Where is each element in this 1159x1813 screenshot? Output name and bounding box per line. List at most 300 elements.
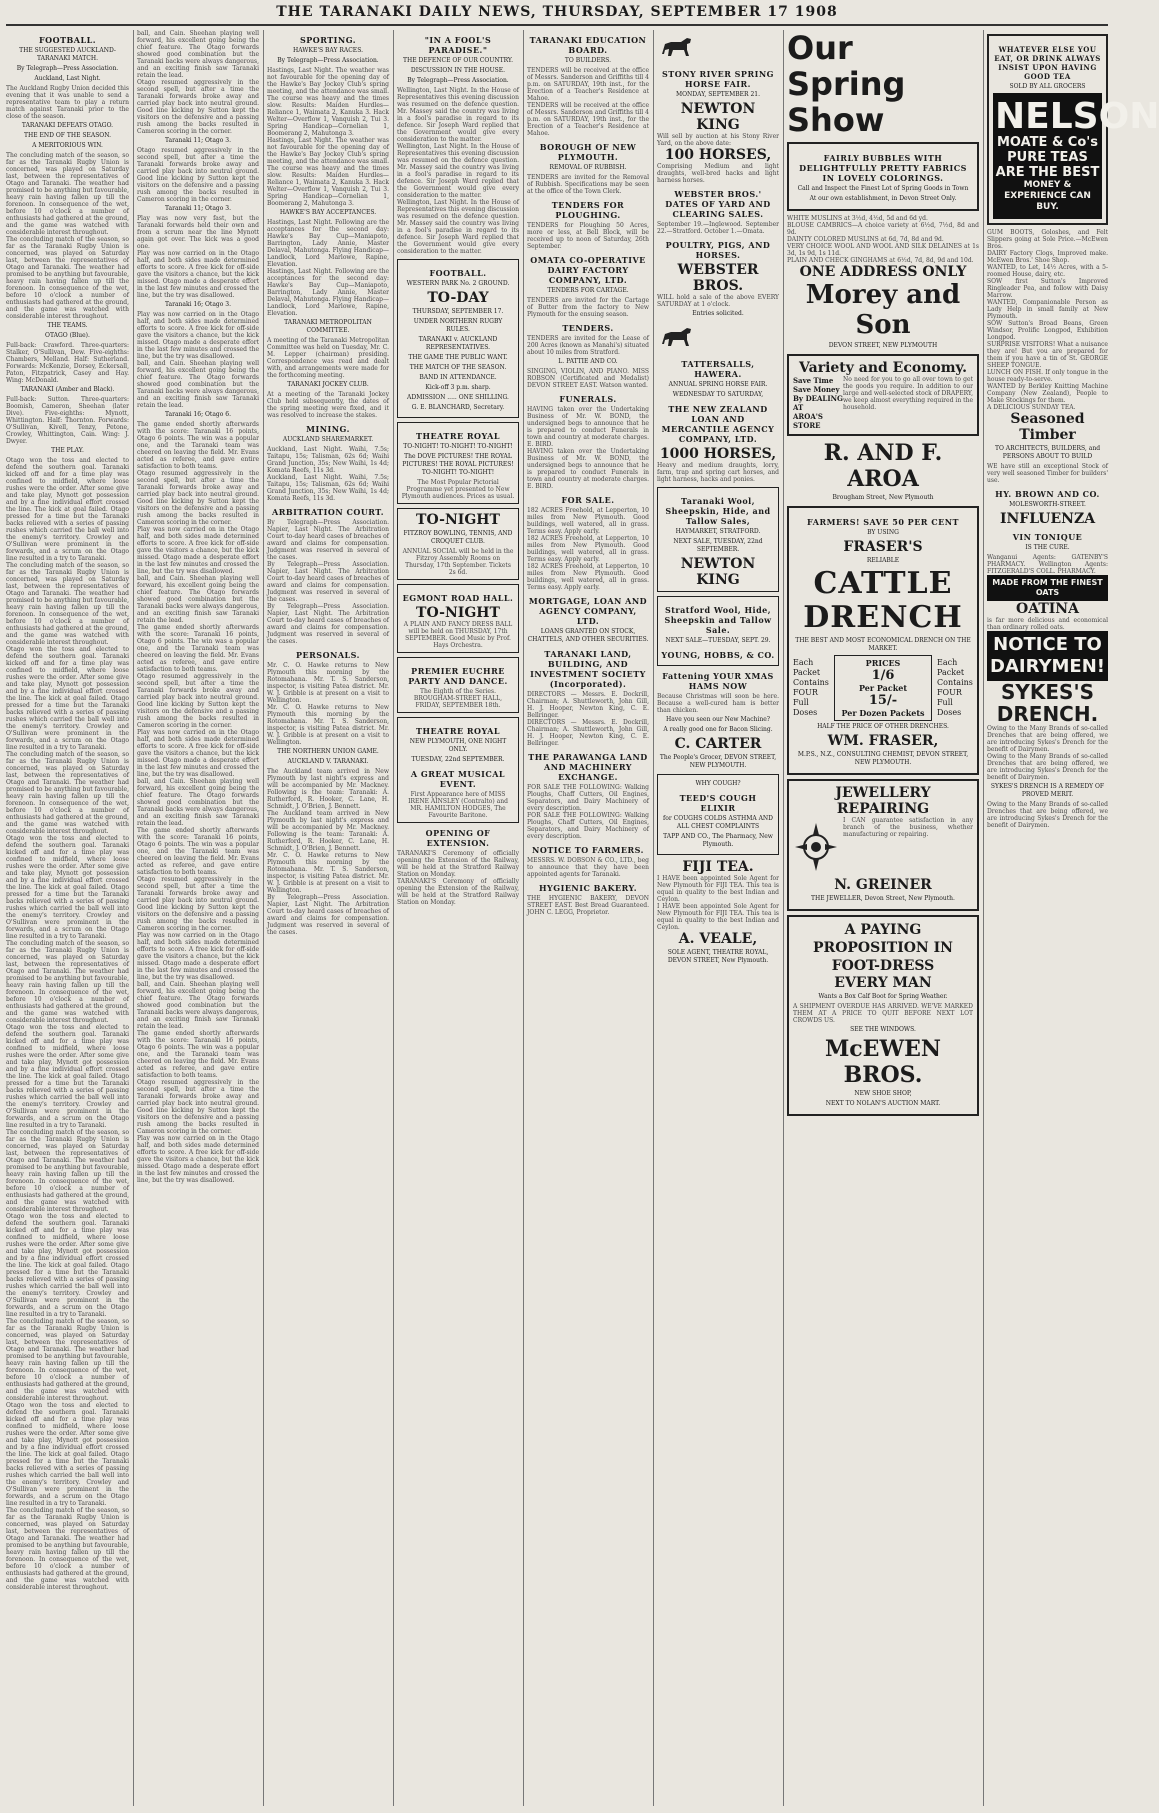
advert-line: LOANS GRANTED ON STOCK, CHATTELS, AND OTHER SECURITIES. <box>527 628 649 643</box>
advert-line: MONDAY, SEPTEMBER 21. <box>675 91 761 98</box>
column-divider <box>263 30 264 1806</box>
advert-line: NEW SHOE SHOP, <box>854 1090 912 1097</box>
cattle-drench-title: CATTLE DRENCH <box>803 566 963 635</box>
article-subheading: HAWKE'S BAY ACCEPTANCES. <box>279 209 377 216</box>
article-text: The game ended shortly afterwards with the score: Taranaki 16 points, Otago 6 points. The win was a popular one, and the Taranaki team was cheered on leaving the field. Mr. Evans acted as referee, and gave entire satisfaction to both teams. <box>137 421 259 470</box>
advert-big: JEWELLERY REPAIRING <box>835 785 931 817</box>
advert-big: EVERY MAN <box>834 975 932 991</box>
article-text: At a meeting of the Taranaki Jockey Club held subsequently, the dates of the spring meeting were fixed, and it was resolved to increase the stakes. <box>267 391 389 419</box>
advert-big: NEWTON KING <box>680 101 756 133</box>
advert-line: BY USING <box>867 529 899 536</box>
advert-line: NEXT TO NOLAN'S AUCTION MART. <box>825 1100 941 1107</box>
advert-text: is far more delicious and economical than ordinary rolled oats. <box>987 617 1108 631</box>
article-text: Otago won the toss and elected to defend the southern goal. Taranaki kicked off and for a time play was confined to midfield, where loose rushes were the order. After some give and take play, Mynott got possession and by a fine individual effort crossed the line. The kick at goal failed. Otago pressed for a time but the Taranaki backs relieved with a series of passing rushes which carried the ball well into the enemy's territory. Crowley and O'Sullivan were prominent in the forwards, and a scrum on the Otago line resulted in a try to Taranaki. <box>6 1024 129 1129</box>
advert-big: A PAYING PROPOSITION IN FOOT-DRESS <box>813 922 953 974</box>
article-subheading: THE SUGGESTED AUCKLAND-TARANAKI MATCH. <box>19 47 116 62</box>
advert-text: A SHIPMENT OVERDUE HAS ARRIVED. WE'VE MARKED THEM AT A PRICE TO QUIT BEFORE NEXT LOT CROWDS US. <box>793 1003 973 1024</box>
article-text: The concluding match of the season, so far as the Taranaki Rugby Union is concerned, was played on Saturday last, between the representatives of Otago and Taranaki. The weather had promised to be anything but favourable, heavy rain having fallen up till the forenoon. In consequence of the wet, before 10 o'clock a number of enthusiasts had gathered at the ground, and the game was watched with considerable interest throughout. <box>6 152 129 236</box>
article-text: The concluding match of the season, so far as the Taranaki Rugby Union is concerned, was played on Saturday last, between the representatives of Otago and Taranaki. The weather had promised to be anything but favourable, heavy rain having fallen up till the forenoon. In consequence of the wet, before 10 o'clock a number of enthusiasts had gathered at the ground, and the game was watched with considerable interest throughout. <box>6 1318 129 1402</box>
advert-text: Owing to the Many Brands of so-called Drenches that are being offered, we are introducing Sykes's Drench for the benefit of Dairymen. <box>987 725 1108 753</box>
advert-heading: THE NEW ZEALAND LOAN AND MERCANTILE AGENCY COMPANY, LTD. <box>661 404 775 444</box>
advert-text: September 19.—Inglewood. September 22.—Stratford. October 1.—Omata. <box>657 221 779 235</box>
spring-show-line2: Spring <box>787 65 906 103</box>
advert-text: Wanganui Agents: GATENBY'S PHARMACY. Wellington Agents: FITZGERALD'S COLL. PHARMACY. <box>987 554 1108 575</box>
horse-icon <box>657 32 697 60</box>
column-divider <box>393 30 394 1806</box>
aroa-body <box>793 376 973 430</box>
article-text: By Telegraph—Press Association. Napier, Last Night. The Arbitration Court to-day heard cases of breaches of award and claims for compensation. Judgment was reserved in several of the cases. <box>267 561 389 603</box>
advert-line: SOLE AGENT, THEATRE ROYAL, DEVON STREET, New Plymouth. <box>667 949 769 964</box>
advert-text: TENDERS will be received at the office of Messrs. Sanderson and Griffiths till 4 p.m. on SATURDAY, 19th inst., for the Erection of a Teacher's Residence at Mahoe. <box>527 102 649 137</box>
price-packet-label: Per Packet <box>858 683 908 693</box>
advert-line: TO ARCHITECTS, BUILDERS, and PERSONS ABOUT TO BUILD <box>994 445 1101 460</box>
article-text: Mr. C. O. Hawke returns to New Plymouth this morning by the Rotomahana. Mr. T. S. Sanderson, inspector, is visiting Patea district. Mr. W. J. Gribble is at present on a visit to Wellington. <box>267 852 389 894</box>
advert-text: 182 ACRES Freehold, at Lepperton, 10 miles from New Plymouth. Good buildings, well watered, all in grass. Terms easy. Apply early. <box>527 535 649 563</box>
advert-big: 1000 HORSES, <box>659 446 777 462</box>
advert-heading: WEBSTER BROS.' DATES OF YARD AND CLEARING SALES. <box>665 189 771 219</box>
article-text: The Auckland Rugby Union decided this evening that it was unable to send a representative team to play a return match against Taranaki prior to the close of the season. <box>6 85 129 120</box>
advert-line: WHY COUGH? <box>695 780 741 787</box>
classified-ad: SOW first Sutton's Improved Ringleader Pea, and follow with Daisy Marrow. <box>987 278 1108 299</box>
advert-heading: TATTERSALLS, HAWERA. <box>681 359 755 379</box>
packet-contents-left: Each Packet Contains FOUR Full Doses <box>793 658 829 717</box>
advert-heading: MORTGAGE, LOAN AND AGENCY COMPANY, LTD. <box>528 596 648 626</box>
masthead: THE TARANAKI DAILY NEWS, THURSDAY, SEPTEMBER 17 1908 <box>276 4 838 20</box>
article-text: The Auckland team arrived in New Plymouth by last night's express and will be accompanied by Mr. Mackney. Following is the team: Taranaki: A. Rutherford, R. Hooker, C. Lane, H. Schmidt, J. O'Brien, J. Bennett. <box>267 768 389 810</box>
advert-text: First Appearance here of MISS IRENE AINSLEY (Contralto) and MR. HAMILTON HODGES, The Favourite Baritone. <box>408 791 508 819</box>
advert-line: TENDERS FOR CARTAGE. <box>547 287 629 294</box>
article-text: Play was now carried on in the Otago half, and both sides made determined efforts to score. A free kick for off-side gave the visitors a chance, but the kick missed. Otago made a desperate effort in the last few minutes and crossed the line, but the try was disallowed. <box>137 250 259 299</box>
advert-big: WEBSTER BROS. <box>677 262 759 294</box>
article-text: ball, and Cain. Sheehan playing well forward, his excellent going being the chief feature. The Otago forwards showed good combination but the Taranaki backs were always dangerous, and an exciting finish saw Taranaki retain the lead. <box>137 575 259 624</box>
moate-name: MOATE & Co's <box>996 135 1099 150</box>
price-list-item: BLOUSE CAMBRICS—A choice variety at 6½d, 7½d, 8d and 9d. <box>787 222 979 236</box>
score-line: Taranaki 11; Otago 3. <box>164 137 232 144</box>
article-text: By Telegraph—Press Association. Napier, Last Night. The Arbitration Court to-day heard cases of breaches of award and claims for compensation. Judgment was reserved in several of the cases. <box>267 603 389 645</box>
article-subheading: TARANAKI JOCKEY CLUB. <box>287 381 369 388</box>
article-text: Full-back: Crawford. Three-quarters: Stalker, O'Sullivan, Dew. Five-eighths: Chambers, Melland. Half: Sutherland. Forwards: McKenzie, Dorsey, Eckersall, Paton, Fitzpatrick, Casey and Hay. Wing: McDonald. <box>6 342 129 384</box>
advert-text: The Eighth of the Series. BROUGHAM-STREET HALL, FRIDAY, SEPTEMBER 18th. <box>413 688 503 709</box>
advert-heading: FOOTBALL. <box>429 268 487 278</box>
stratford-sale-advert <box>657 596 779 666</box>
advert-line: ANNUAL SPRING HORSE FAIR. <box>668 381 768 388</box>
advert-heading: THEATRE ROYAL <box>415 726 500 736</box>
advert-line: L. PATTIE AND CO. <box>558 358 618 365</box>
aroa-advert <box>787 354 979 436</box>
advert-line: NEXT SALE, TUESDAY, 22nd SEPTEMBER. <box>673 538 763 553</box>
are-the-best: ARE THE BEST <box>995 165 1100 180</box>
advert-text: Comprising Medium and light draughts, well-bred hacks and light harness horses. <box>657 163 779 184</box>
article-text: Auckland, Last Night. Waihi, 7.5s; Taitapu, 15s; Talisman, 62s 6d; Waihi Grand Junction, 35s; New Waihi, 1s 4d; Komata Reefs, 11s 3d. <box>267 474 389 502</box>
column-divider <box>133 30 134 1806</box>
morey-and-son-logo: Morey and Son <box>805 280 961 340</box>
dateline: By Telegraph—Press Association. <box>277 57 379 64</box>
dateline: By Telegraph—Press Association. <box>16 65 119 72</box>
tea-advert <box>987 34 1159 225</box>
aroa-name: R. AND F. AROA <box>823 440 943 492</box>
jewellery-body <box>793 817 973 877</box>
advert-line: At our own establishment, in Devon Street Only. <box>809 195 957 202</box>
packet-contents-right: Each Packet Contains FOUR Full Doses <box>937 658 973 717</box>
dealing-at: By DEALING AT <box>793 394 843 412</box>
article-subheading: THE PLAY. <box>51 447 84 454</box>
advert-line: M.P.S., N.Z., CONSULTING CHEMIST, DEVON STREET, NEW PLYMOUTH. <box>797 751 969 766</box>
article-text: Auckland, Last Night. Waihi, 7.5s; Taitapu, 15s; Talisman, 62s 6d; Waihi Grand Junction, 35s; New Waihi, 1s 4d; Komata Reefs, 11s 3d. <box>267 446 389 474</box>
article-text: Otago resumed aggressively in the second spell, but after a time the Taranaki forwards broke away and carried play back into neutral ground. Good line kicking by Sutton kept the visitors on the defensive and a passing rush among the backs resulted in Cameron scoring in the corner. <box>137 470 259 526</box>
oatina-name: OATINA <box>1016 601 1079 617</box>
column-football <box>6 30 129 1806</box>
ball-advert <box>397 584 519 653</box>
advert-text: WE have still an exceptional Stock of very well seasoned Timber for builders' use. <box>987 463 1108 484</box>
article-subheading: AUCKLAND SHAREMARKET. <box>282 436 374 443</box>
article-text: ball, and Cain. Sheehan playing well forward, his excellent going being the chief feature. The Otago forwards showed good combination but the Taranaki backs were always dangerous, and an exciting finish saw Taranaki retain the lead. <box>137 981 259 1030</box>
advert-line: Wants a Box Calf Boot for Spring Weather. <box>818 993 948 1000</box>
advert-heading: TARANAKI EDUCATION BOARD. <box>529 35 647 55</box>
advert-text: FOR SALE THE FOLLOWING: Walking Ploughs, Chaff Cutters, Oil Engines, Separators, and Dairy Machinery of every description. <box>527 812 649 840</box>
article-text: The game ended shortly afterwards with the score: Taranaki 16 points, Otago 6 points. The win was a popular one, and the Taranaki team was cheered on leaving the field. Mr. Evans acted as referee, and gave entire satisfaction to both teams. <box>137 624 259 673</box>
section-heading: "IN A FOOL'S PARADISE." <box>424 35 492 55</box>
advert-heading: TENDERS FOR PLOUGHING. <box>551 200 625 220</box>
advert-heading: HY. BROWN AND CO. <box>995 489 1100 499</box>
advert-big: TO-DAY <box>427 290 489 306</box>
article-text: Play was now very fast, but the Taranaki forwards held their own and from a scrum near the line Mynott again got over. The kick was a good one. <box>137 215 259 250</box>
article-text: By Telegraph—Press Association. Napier, Last Night. The Arbitration Court to-day heard cases of breaches of award and claims for compensation. Judgment was reserved in several of the cases. <box>267 519 389 561</box>
article-text: A meeting of the Taranaki Metropolitan Committee was held on Tuesday, Mr. C. M. Lepper (chairman) presiding. Correspondence was read and dealt with, and arrangements were made for the forthcoming meeting. <box>267 337 389 379</box>
advert-line: Brougham Street, New Plymouth <box>832 494 934 501</box>
dairymen-notice: NOTICE TO DAIRYMEN! <box>987 631 1108 681</box>
advert-line: FITZROY BOWLING, TENNIS, AND CROQUET CLUB. <box>403 530 513 545</box>
advert-text: Owing to the Many Brands of so-called Drenches that are being offered, we are introducing Sykes's Drench for the benefit of Dairymen. <box>987 801 1108 829</box>
oatina-banner: MADE FROM THE FINEST OATS <box>987 575 1108 601</box>
spring-show-line3: Show <box>787 101 885 139</box>
article-text: Wellington, Last Night. In the House of Representatives this evening discussion was resumed on the defence question. Mr. Massey said the country was living in a fool's paradise in regard to its defence. Sir Joseph Ward replied that the Government would give every consideration to the matter. <box>397 199 519 255</box>
advert-line: TARANAKI v. AUCKLAND REPRESENTATIVES. <box>418 336 498 351</box>
advert-heading: HYGIENIC BAKERY. <box>538 883 638 893</box>
advert-big: FRASER'S <box>843 539 923 555</box>
advert-big: WM. FRASER, <box>827 733 939 749</box>
aroa-store: AROA'S STORE <box>793 412 823 430</box>
advert-text: Owing to the Many Brands of so-called Drenches that are being offered, we are introducing Sykes's Drench for the benefit of Dairymen. <box>987 753 1108 781</box>
advert-big: 100 HORSES, <box>664 147 772 163</box>
advert-line: Entries solicited. <box>692 310 744 317</box>
advert-big: A. VEALE, <box>678 931 758 947</box>
advert-line: WEDNESDAY TO SATURDAY, <box>672 391 764 398</box>
article-text: Play was now carried on in the Otago half, and both sides made determined efforts to score. A free kick for off-side gave the visitors a chance, but the kick missed. Otago made a desperate effort in the last few minutes and crossed the line, but the try was disallowed. <box>137 1135 259 1184</box>
article-text: Otago resumed aggressively in the second spell, but after a time the Taranaki forwards broke away and carried play back into neutral ground. Good line kicking by Sutton kept the visitors on the defensive and a passing rush among the backs resulted in Cameron scoring in the corner. <box>137 673 259 729</box>
advert-line: TO-NIGHT! TO-NIGHT! TO-NIGHT! <box>403 443 513 450</box>
advert-text: A PLAIN AND FANCY DRESS BALL will be held on THURSDAY, 17th SEPTEMBER. Good Music by Prof. Hays Orchestra. <box>403 621 513 649</box>
advert-line: UNDER NORTHERN RUGBY RULES. <box>413 318 503 333</box>
advert-heading: FARMERS! SAVE 50 PER CENT <box>807 517 959 527</box>
advert-text: I HAVE been appointed Sole Agent for New Plymouth for FIJI TEA. This tea is equal in quality to the best Indian and Ceylon. <box>657 903 779 931</box>
advert-heading: BOROUGH OF NEW PLYMOUTH. <box>539 142 637 162</box>
advert-heading: YOUNG, HOBBS, & CO. <box>661 650 775 660</box>
advert-big: TO-NIGHT <box>416 512 500 528</box>
advert-text: THE HYGIENIC BAKERY, DEVON STREET EAST. Best Bread Guaranteed. JOHN C. LEGG, Proprietor. <box>527 895 649 916</box>
aroa-save-block <box>793 376 843 430</box>
advert-line: HALF THE PRICE OF OTHER DRENCHES. <box>817 723 949 730</box>
save-time: Save Time <box>793 376 834 385</box>
advert-line: The DOVE PICTURES! THE ROYAL PICTURES! THE ROYAL PICTURES! TO-NIGHT! TO-NIGHT! <box>402 453 514 476</box>
dateline: By Telegraph—Press Association. <box>407 77 509 84</box>
advert-big: FIJI TEA. <box>682 859 754 875</box>
advert-line: IS THE CURE. <box>1025 544 1070 551</box>
money-experience: MONEY & EXPERIENCE CAN BUY. <box>1004 180 1091 212</box>
jewellery-advert <box>787 779 979 911</box>
article-text: The game ended shortly afterwards with the score: Taranaki 16 points, Otago 6 points. The win was a popular one, and the Taranaki team was cheered on leaving the field. Mr. Evans acted as referee, and gave entire satisfaction to both teams. <box>137 827 259 876</box>
advert-heading: NOTICE TO FARMERS. <box>532 845 644 855</box>
advert-line: REMOVAL OF RUBBISH. <box>549 164 627 171</box>
advert-heading: EGMONT ROAD HALL. <box>402 593 514 603</box>
classified-ad: WANTED by Berkley Knitting Machine Company (New Zealand), People to Make Stockings for them. <box>987 383 1108 404</box>
column-tea-and-classifieds <box>987 30 1159 1806</box>
cough-elixir-advert <box>657 774 779 855</box>
advert-heading: TARANAKI LAND, BUILDING, AND INVESTMENT SOCIETY (Incorporated). <box>530 649 646 689</box>
article-text: Otago resumed aggressively in the second spell, but after a time the Taranaki forwards broke away and carried play back into neutral ground. Good line kicking by Sutton kept the visitors on the defensive and a passing rush among the backs resulted in Cameron scoring in the corner. <box>137 1079 259 1135</box>
advert-heading: WHATEVER ELSE YOU EAT, OR DRINK ALWAYS INSIST UPON HAVING GOOD TEA <box>994 45 1101 81</box>
advert-text: Will sell by auction at his Stony River Yard, on the above date: <box>657 133 779 147</box>
advert-line: DEVON STREET, NEW PLYMOUTH <box>828 342 938 349</box>
advert-heading: THEATRE ROYAL <box>415 431 500 441</box>
article-text: The concluding match of the season, so far as the Taranaki Rugby Union is concerned, was played on Saturday last, between the representatives of Otago and Taranaki. The weather had promised to be anything but favourable, heavy rain having fallen up till the forenoon. In consequence of the wet, before 10 o'clock a number of enthusiasts had gathered at the ground, and the game was watched with considerable interest throughout. <box>6 1129 129 1213</box>
section-heading: PERSONALS. <box>296 650 360 660</box>
article-text: The game ended shortly afterwards with the score: Taranaki 16 points, Otago 6 points. The win was a popular one, and the Taranaki team was cheered on leaving the field. Mr. Evans acted as referee, and gave entire satisfaction to both teams. <box>137 1030 259 1079</box>
classified-ad: A DELICIOUS SUNDAY TEA. <box>987 404 1076 411</box>
article-subheading: TARANAKI METROPOLITAN COMMITTEE. <box>284 319 372 334</box>
article-text: Otago won the toss and elected to defend the southern goal. Taranaki kicked off and for a time play was confined to midfield, where loose rushes were the order. After some give and take play, Mynott got possession and by a fine individual effort crossed the line. The kick at goal failed. Otago pressed for a time but the Taranaki backs relieved with a series of passing rushes which carried the ball well into the enemy's territory. Crowley and O'Sullivan were prominent in the forwards, and a scrum on the Otago line resulted in a try to Taranaki. <box>6 646 129 751</box>
column-tenders <box>527 30 649 1806</box>
advert-text: SINGING, VIOLIN, AND PIANO. MISS ROBSON (Certificated and Medalist) DEVON STREET EAST. Watson wanted. <box>527 368 649 389</box>
article-text: The concluding match of the season, so far as the Taranaki Rugby Union is concerned, was played on Saturday last, between the representatives of Otago and Taranaki. The weather had promised to be anything but favourable, heavy rain having fallen up till the forenoon. In consequence of the wet, before 10 o'clock a number of enthusiasts had gathered at the ground, and the game was watched with considerable interest throughout. <box>6 562 129 646</box>
advert-heading: FUNERALS. <box>559 394 617 404</box>
article-text: Otago resumed aggressively in the second spell, but after a time the Taranaki forwards broke away and carried play back into neutral ground. Good line kicking by Sutton kept the visitors on the defensive and a passing rush among the backs resulted in Cameron scoring in the corner. <box>137 79 259 135</box>
article-subheading: TARANAKI DEFEATS OTAGO. <box>21 122 114 129</box>
advert-heading: THE PARAWANGA LAND AND MACHINERY EXCHANGE. <box>528 752 648 782</box>
price-dozen-label: Per Dozen Packets <box>841 708 925 718</box>
theatre-advert <box>397 422 519 504</box>
article-text: Mr. C. O. Hawke returns to New Plymouth this morning by the Rotomahana. Mr. T. S. Sanderson, inspector, is visiting Patea district. Mr. W. J. Gribble is at present on a visit to Wellington. <box>267 704 389 746</box>
classified-ad: WANTED, Companionable Person as Lady Help in small family at New Plymouth. <box>987 299 1108 320</box>
article-subheading: THE END OF THE SEASON. <box>23 132 111 139</box>
score-line: Taranaki 16; Otago 6. <box>164 411 232 418</box>
advert-text: TENDERS will be received at the office of Messrs. Sanderson and Griffiths till 4 p.m. on SATURDAY, 19th inst., for the Erection of a Teacher's Residence at Mahoe. <box>527 67 649 102</box>
advert-heading: VIN TONIQUE <box>1012 532 1083 542</box>
article-subheading: AUCKLAND V. TARANAKI. <box>287 758 369 765</box>
advert-line: RELIABLE <box>866 557 900 564</box>
column-defence-and-ads <box>397 30 519 1806</box>
advert-line: SOLD BY ALL GROCERS <box>1009 83 1086 90</box>
article-subheading: A MERITORIOUS WIN. <box>32 142 103 149</box>
article-subheading: TARANAKI (Amber and Black). <box>20 386 115 393</box>
article-subheading: THE NORTHERN UNION GAME. <box>277 748 379 755</box>
wool-sales-advert <box>657 487 779 592</box>
advert-text: DIRECTORS — Messrs. E. Dockrill, Chairman; A. Shuttleworth, John Gill, H. J. Hooper, Newton King, C. E. Bellringer. <box>527 719 649 747</box>
article-text: Otago resumed aggressively in the second spell, but after a time the Taranaki forwards broke away and carried play back into neutral ground. Good line kicking by Sutton kept the visitors on the defensive and a passing rush among the backs resulted in Cameron scoring in the corner. <box>137 147 259 203</box>
brooch-icon <box>793 817 839 877</box>
price-list-item: WHITE MUSLINS at 3½d, 4½d, 5d and 6d yd. <box>787 215 928 222</box>
advert-heading: PREMIER EUCHRE PARTY AND DANCE. <box>408 666 508 686</box>
article-text: Play was now carried on in the Otago half, and both sides made determined efforts to score. A free kick for off-side gave the visitors a chance, but the kick missed. Otago made a desperate effort in the last few minutes and crossed the line, but the try was disallowed. <box>137 932 259 981</box>
advert-line: MOLESWORTH-STREET. <box>1009 501 1086 508</box>
advert-text: TARANAKI'S Ceremony of officially opening the Extension of the Railway, will be held at the Stratford Railway Station on Monday. <box>397 850 519 878</box>
price-box <box>834 655 931 721</box>
advert-big: C. CARTER <box>674 736 762 752</box>
advert-line: THE JEWELLER, Devon Street, New Plymouth. <box>811 895 955 902</box>
advert-text: Heavy and medium draughts, lorry, farm, trap and spring cart horses, and light harness, hacks and ponies. <box>657 462 779 483</box>
article-text: ball, and Cain. Sheehan playing well forward, his excellent going being the chief feature. The Otago forwards showed good combination but the Taranaki backs were always dangerous, and an exciting finish saw Taranaki retain the lead. <box>137 778 259 827</box>
article-text: Play was now carried on in the Otago half, and both sides made determined efforts to score. A free kick for off-side gave the visitors a chance, but the kick missed. Otago made a desperate effort in the last few minutes and crossed the line, but the try was disallowed. <box>137 526 259 575</box>
pure-teas: PURE TEAS <box>1007 150 1088 165</box>
advert-text: 182 ACRES Freehold, at Lepperton, 10 miles from New Plymouth. Good buildings, well watered, all in grass. Terms easy. Apply early. <box>527 507 649 535</box>
classified-ad: GUM BOOTS, Goloshes, and Felt Slippers going at Sole Price.—McEwen Bros. <box>987 229 1108 250</box>
article-subheading: OTAGO (Blue). <box>45 332 90 339</box>
advert-heading: STONY RIVER SPRING HORSE FAIR. <box>662 69 774 89</box>
advert-line: TUESDAY, 22nd SEPTEMBER. <box>411 756 505 763</box>
classified-ad: SOW Sutton's Broad Beans, Green Windsor, Prolific Longpod, Exhibition Longpod. <box>987 320 1108 341</box>
article-text: Full-back: Sutton. Three-quarters: Boomish, Cameron, Sheehan (later Dive). Five-eighths: Mynott, Whittington. Half: Thornton. Forwards: O'Sullivan, Kivell, Tenzy, Petone, Crowley, Whittington, Cain. Wing: J. Dwyer. <box>6 396 129 445</box>
social-advert <box>397 508 519 580</box>
advert-text: TENDERS are invited for the Cartage of Butter from the factory to New Plymouth for the ensuing season. <box>527 297 649 318</box>
article-text: The concluding match of the season, so far as the Taranaki Rugby Union is concerned, was played on Saturday last, between the representatives of Otago and Taranaki. The weather had promised to be anything but favourable, heavy rain having fallen up till the forenoon. In consequence of the wet, before 10 o'clock a number of enthusiasts had gathered at the ground, and the game was watched with considerable interest throughout. <box>6 236 129 320</box>
advert-line: A really good one for Bacon Slicing. <box>663 726 773 733</box>
article-text: Otago won the toss and elected to defend the southern goal. Taranaki kicked off and for a time play was confined to midfield, where loose rushes were the order. After some give and take play, Mynott got possession and by a fine individual effort crossed the line. The kick at goal failed. Otago pressed for a time but the Taranaki backs relieved with a series of passing rushes which carried the ball well into the enemy's territory. Crowley and O'Sullivan were prominent in the forwards, and a scrum on the Otago line resulted in a try to Taranaki. <box>6 1213 129 1318</box>
article-text: ball, and Cain. Sheehan playing well forward, his excellent going being the chief feature. The Otago forwards showed good combination but the Taranaki backs were always dangerous, and an exciting finish saw Taranaki retain the lead. <box>137 30 259 79</box>
advert-big: NEWTON KING <box>680 556 756 588</box>
article-text: Play was now carried on in the Otago half, and both sides made determined efforts to score. A free kick for off-side gave the visitors a chance, but the kick missed. Otago made a desperate effort in the last few minutes and crossed the line, but the try was disallowed. <box>137 311 259 360</box>
football-advert <box>397 259 519 418</box>
advert-line: THE GAME THE PUBLIC WANT. <box>408 354 508 361</box>
spring-show-line1: Our <box>787 29 853 67</box>
advert-text: HAVING taken over the Undertaking Business of Mr. W. BOND, the undersigned begs to announce that he is prepared to conduct Funerals in town and country at moderate charges. E. BIRD. <box>527 448 649 490</box>
influenza-heading: INFLUENZA <box>999 511 1096 527</box>
price-list-item: PLAIN AND CHECK GINGHAMS at 6½d, 7d, 8d, 9d and 10d. <box>787 257 974 264</box>
article-text: By Telegraph—Press Association. Napier, Last Night. The Arbitration Court to-day heard cases of breaches of award and claims for compensation. Judgment was reserved in several of the cases. <box>267 894 389 936</box>
advert-heading: A GREAT MUSICAL EVENT. <box>410 769 506 789</box>
dateline: Auckland, Last Night. <box>34 75 101 82</box>
column-sales <box>657 30 779 1806</box>
advert-text: TENDERS are invited for the Removal of Rubbish. Specifications may be seen at the office of the Town Clerk. <box>527 174 649 195</box>
advert-line: TAPP AND CO., The Pharmacy, New Plymouth. <box>663 833 773 848</box>
advert-line: TO BUILDERS. <box>564 57 612 64</box>
column-divider <box>783 30 784 1806</box>
advert-text: I CAN guarantee satisfaction in any branch of the business, whether manufacturing or repairing. <box>843 817 973 838</box>
nelson-tea-logo <box>993 93 1159 219</box>
advert-text: DIRECTORS — Messrs. E. Dockrill, Chairman; A. Shuttleworth, John Gill, H. J. Hooper, Newton King, C. E. Bellringer. <box>527 691 649 719</box>
save-money: Save Money <box>793 385 840 394</box>
article-subheading: HAWKE'S BAY RACES. <box>292 47 363 54</box>
advert-text: MESSRS. W. DOBSON & CO., LTD., beg to announce that they have been appointed agents for Taranaki. <box>527 857 649 878</box>
article-text: ball, and Cain. Sheehan playing well forward, his excellent going being the chief feature. The Otago forwards showed good combination but the Taranaki backs were always dangerous, and an exciting finish saw Taranaki retain the lead. <box>137 360 259 409</box>
article-subheading: THE DEFENCE OF OUR COUNTRY. <box>402 57 514 64</box>
article-text: Otago won the toss and elected to defend the southern goal. Taranaki kicked off and for a time play was confined to midfield, where loose rushes were the order. After some give and take play, Mynott got possession and by a fine individual effort crossed the line. The kick at goal failed. Otago pressed for a time but the Taranaki backs relieved with a series of passing rushes which carried the ball well into the enemy's territory. Crowley and O'Sullivan were prominent in the forwards, and a scrum on the Otago line resulted in a try to Taranaki. <box>6 457 129 562</box>
price-list-item: DAINTY COLORED MUSLINS at 6d, 7d, 8d and 9d. <box>787 236 944 243</box>
horse-icon <box>657 322 697 350</box>
boot-advert <box>787 915 979 1116</box>
advert-line: THE MATCH OF THE SEASON. <box>409 364 507 371</box>
advert-text: 182 ACRES Freehold, at Lepperton, 10 miles from New Plymouth. Good buildings, well watered, all in grass. Terms easy. Apply early. <box>527 563 649 591</box>
advert-line: Call and Inspect the Finest Lot of Spring Goods in Town <box>797 185 969 192</box>
advert-heading: FOR SALE. <box>561 495 615 505</box>
advert-heading: OMATA CO-OPERATIVE DAIRY FACTORY COMPANY, LTD. <box>530 255 646 285</box>
article-text: Otago won the toss and elected to defend the southern goal. Taranaki kicked off and for a time play was confined to midfield, where loose rushes were the order. After some give and take play, Mynott got possession and by a fine individual effort crossed the line. The kick at goal failed. Otago pressed for a time but the Taranaki backs relieved with a series of passing rushes which carried the ball well into the enemy's territory. Crowley and O'Sullivan were prominent in the forwards, and a scrum on the Otago line resulted in a try to Taranaki. <box>6 1402 129 1507</box>
sykes-drench-title: SYKES'S DRENCH. <box>996 680 1099 726</box>
advert-line: SEE THE WINDOWS. <box>850 1026 916 1033</box>
advert-heading: Stratford Wool, Hide, Sheepskin and Tallow Sale. <box>664 605 772 635</box>
column-divider <box>653 30 654 1806</box>
advert-line: Kick-off 3 p.m. sharp. <box>425 384 491 391</box>
seasoned-timber-heading: Seasoned Timber <box>1010 411 1085 443</box>
column-divider <box>983 30 984 1806</box>
advert-text: No need for you to go all over town to get the goods you require. In addition to our large and well-selected stock of DRAPERY, we keep almost everything required in the household. <box>843 376 973 411</box>
mcewen-bros: McEWEN BROS. <box>824 1036 942 1088</box>
one-address-only: ONE ADDRESS ONLY <box>799 264 967 280</box>
article-text: Wellington, Last Night. In the House of Representatives this evening discussion was resumed on the defence question. Mr. Massey said the country was living in a fool's paradise in regard to its defence. Sir Joseph Ward replied that the Government would give every consideration to the matter. <box>397 143 519 199</box>
musical-event-advert <box>397 717 519 823</box>
section-heading: MINING. <box>306 424 350 434</box>
masthead-rule <box>6 24 1108 26</box>
advert-text: I HAVE been appointed Sole Agent for New Plymouth for FIJI TEA. This tea is equal in quality to the best Indian and Ceylon. <box>657 875 779 903</box>
advert-line: SYKES'S DRENCH IS A REMEDY OF PROVED MERIT. <box>990 783 1105 798</box>
prices-heading: PRICES <box>865 658 901 668</box>
advert-heading: Fattening YOUR XMAS HAMS NOW <box>662 671 774 691</box>
advert-text: TARANAKI'S Ceremony of officially opening the Extension of the Railway, will be held at the Stratford Railway Station on Monday. <box>397 878 519 906</box>
column-sporting <box>267 30 389 1806</box>
advert-text: The Most Popular Pictorial Programme yet presented to New Plymouth audiences. Prices as usual. <box>401 479 515 500</box>
advert-heading: TEED'S COUGH ELIXIR <box>679 793 757 813</box>
price-list-item: VERY CHOICE WOOL AND WOOL AND SILK DELAINES at 1s 3d, 1s 9d, 1s 11d. <box>787 243 979 257</box>
advert-text: TENDERS are invited for the Lease of 200 Acres (known as Manahi's) situated about 10 miles from Stratford. <box>527 335 649 356</box>
advert-heading: TENDERS. <box>562 323 614 333</box>
advert-text: HAVING taken over the Undertaking Business of Mr. W. BOND, the undersigned begs to announce that he is prepared to conduct Funerals in town and country at moderate charges. E. BIRD. <box>527 406 649 448</box>
advert-line: The People's Grocer, DEVON STREET, NEW PLYMOUTH. <box>659 754 777 769</box>
advert-line: THURSDAY, SEPTEMBER 17. <box>412 308 504 315</box>
advert-line: WESTERN PARK No. 2 GROUND. <box>406 280 510 287</box>
article-text: Otago resumed aggressively in the second spell, but after a time the Taranaki forwards broke away and carried play back into neutral ground. Good line kicking by Sutton kept the visitors on the defensive and a passing rush among the backs resulted in Cameron scoring in the corner. <box>137 876 259 932</box>
article-text: Mr. C. O. Hawke returns to New Plymouth this morning by the Rotomahana. Mr. T. S. Sanderson, inspector, is visiting Patea district. Mr. W. J. Gribble is at present on a visit to Wellington. <box>267 662 389 704</box>
column-football-continued <box>137 30 259 1806</box>
advert-line: G. E. BLANCHARD, Secretary. <box>411 404 505 411</box>
classified-ad: SURPRISE VISITORS! What a nuisance they are! But you are prepared for them if you have a tin of St. GEORGE SHEEP TONGUE. <box>987 341 1108 369</box>
article-text: The concluding match of the season, so far as the Taranaki Rugby Union is concerned, was played on Saturday last, between the representatives of Otago and Taranaki. The weather had promised to be anything but favourable, heavy rain having fallen up till the forenoon. In consequence of the wet, before 10 o'clock a number of enthusiasts had gathered at the ground, and the game was watched with considerable interest throughout. <box>6 1507 129 1591</box>
classified-ad: WANTED, to Let, 14½ Acres, with a 5-roomed House, dairy, etc. <box>987 264 1108 278</box>
price-dozen: 15/- <box>868 693 898 708</box>
advert-text: ANNUAL SOCIAL will be held in the Fitzroy Assembly Rooms on Thursday, 17th September. Tickets 2s 6d. <box>402 548 514 576</box>
advert-heading: Taranaki Wool, Sheepskin, Hide, and Tallow Sales, <box>665 496 771 526</box>
column-divider <box>523 30 524 1806</box>
section-heading: SPORTING. <box>299 35 357 45</box>
section-heading: ARBITRATION COURT. <box>271 507 385 517</box>
article-text: The Auckland team arrived in New Plymouth by last night's express and will be accompanied by Mr. Mackney. Following is the team: Taranaki: A. Rutherford, R. Hooker, C. Lane, H. Schmidt, J. O'Brien, J. Bennett. <box>267 810 389 852</box>
article-subheading: DISCUSSION IN THE HOUSE. <box>410 67 506 74</box>
euchre-advert <box>397 657 519 713</box>
article-text: Otago won the toss and elected to defend the southern goal. Taranaki kicked off and for a time play was confined to midfield, where loose rushes were the order. After some give and take play, Mynott got possession and by a fine individual effort crossed the line. The kick at goal failed. Otago pressed for a time but the Taranaki backs relieved with a series of passing rushes which carried the ball well into the enemy's territory. Crowley and O'Sullivan were prominent in the forwards, and a scrum on the Otago line resulted in a try to Taranaki. <box>6 835 129 940</box>
article-text: Hastings, Last Night. Following are the acceptances for the second day: Hawke's Bay Cup—Maniapoto, Barrington, Lady Annie, Master Delaval, Mahutonga. Flying Handicap—Landlock, Lord Marlowe, Rapine, Elevation. <box>267 219 389 268</box>
advert-heading: POULTRY, PIGS, AND HORSES. <box>665 240 771 260</box>
score-line: Taranaki 11; Otago 3. <box>164 205 232 212</box>
advert-text: Because Christmas will soon be here. Because a well-cured ham is better than chicken. <box>657 693 779 714</box>
article-text: The concluding match of the season, so far as the Taranaki Rugby Union is concerned, was played on Saturday last, between the representatives of Otago and Taranaki. The weather had promised to be anything but favourable, heavy rain having fallen up till the forenoon. In consequence of the wet, before 10 o'clock a number of enthusiasts had gathered at the ground, and the game was watched with considerable interest throughout. <box>6 751 129 835</box>
advert-text: WILL hold a sale of the above EVERY SATURDAY at 1 o'clock. <box>657 294 779 308</box>
article-text: Hastings, Last Night. Following are the acceptances for the second day: Hawke's Bay Cup—Maniapoto, Barrington, Lady Annie, Master Delaval, Mahutonga. Flying Handicap—Landlock, Lord Marlowe, Rapine, Elevation. <box>267 268 389 317</box>
score-line: Taranaki 16; Otago 3. <box>164 301 232 308</box>
article-text: Hastings, Last Night. The weather was not favourable for the opening day of the Hawke's Bay Jockey Club's spring meeting, and the attendance was small. The course was heavy and the times slow. Results: Maiden Hurdles—Reliance 1, Waimata 2, Kanuka 3. Hack Welter—Overflow 1, Vanquish 2, Tui 3. Spring Handicap—Cornelian 1, Boomerang 2, Mahutonga 3. <box>267 67 389 137</box>
advert-line: NEW PLYMOUTH, ONE NIGHT ONLY. <box>409 738 507 753</box>
advert-big: TO-NIGHT <box>416 605 500 621</box>
advert-line: THE BEST AND MOST ECONOMICAL DRENCH ON THE MARKET. <box>795 637 971 652</box>
fraser-drench-advert <box>787 506 979 775</box>
classified-ad: DAIRY Factory Clogs, Improved make. McEwen Bros.' Shoe Shop. <box>987 250 1108 264</box>
article-text: Wellington, Last Night. In the House of Representatives this evening discussion was resumed on the defence question. Mr. Massey said the country was living in a fool's paradise in regard to its defence. Sir Joseph Ward replied that the Government would give every consideration to the matter. <box>397 87 519 143</box>
